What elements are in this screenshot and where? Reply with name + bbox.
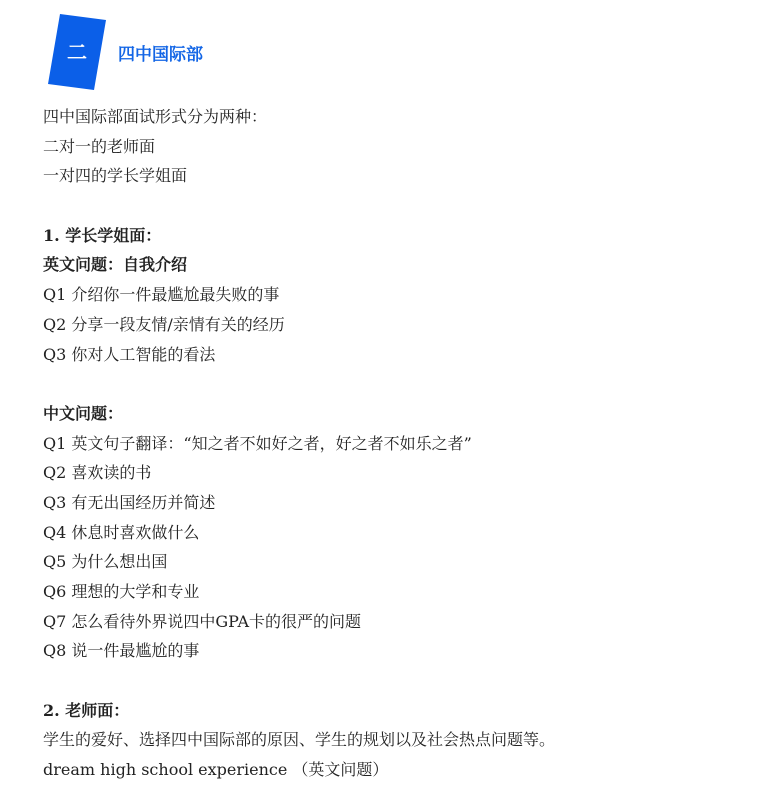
chinese-question: Q2 喜欢读的书 [43,463,152,483]
section-title: 四中国际部 [118,45,203,65]
spacer [43,369,743,399]
english-question: Q2 分享一段友情/亲情有关的经历 [43,314,285,334]
chinese-question: Q7 怎么看待外界说四中GPA卡的很严的问题 [43,611,362,631]
spacer [43,191,743,221]
english-question: Q1 介绍你一件最尴尬最失败的事 [43,285,280,305]
student-interview-heading: 1. 学长学姐面： [43,225,162,245]
intro-line: 四中国际部面试形式分为两种： [43,107,268,126]
intro-line: 一对四的学长学姐面 [43,166,188,186]
chinese-questions-heading: 中文问题： [43,403,124,423]
chinese-question: Q3 有无出国经历并简述 [43,492,216,512]
teacher-interview-heading: 2. 老师面： [43,700,130,720]
english-questions-heading: 英文问题：自我介绍 [43,255,188,275]
article-body [43,102,743,785]
english-question: Q3 你对人工智能的看法 [43,344,216,364]
spacer [43,666,743,696]
intro-line: 二对一的老师面 [43,136,156,156]
section-number-badge [48,14,106,90]
teacher-interview-line: 学生的爱好、选择四中国际部的原因、学生的规划以及社会热点问题等。 [43,730,556,750]
chinese-question: Q1 英文句子翻译：“知之者不如好之者，好之者不如乐之者” [43,433,472,453]
chinese-question: Q6 理想的大学和专业 [43,582,200,601]
teacher-interview-line: dream high school experience （英文问题） [43,760,389,780]
chinese-question: Q8 说一件最尴尬的事 [43,641,200,661]
section-header [48,14,448,90]
chinese-question: Q5 为什么想出国 [43,552,168,572]
chinese-question: Q4 休息时喜欢做什么 [43,522,200,542]
section-number: 二 [67,40,87,64]
